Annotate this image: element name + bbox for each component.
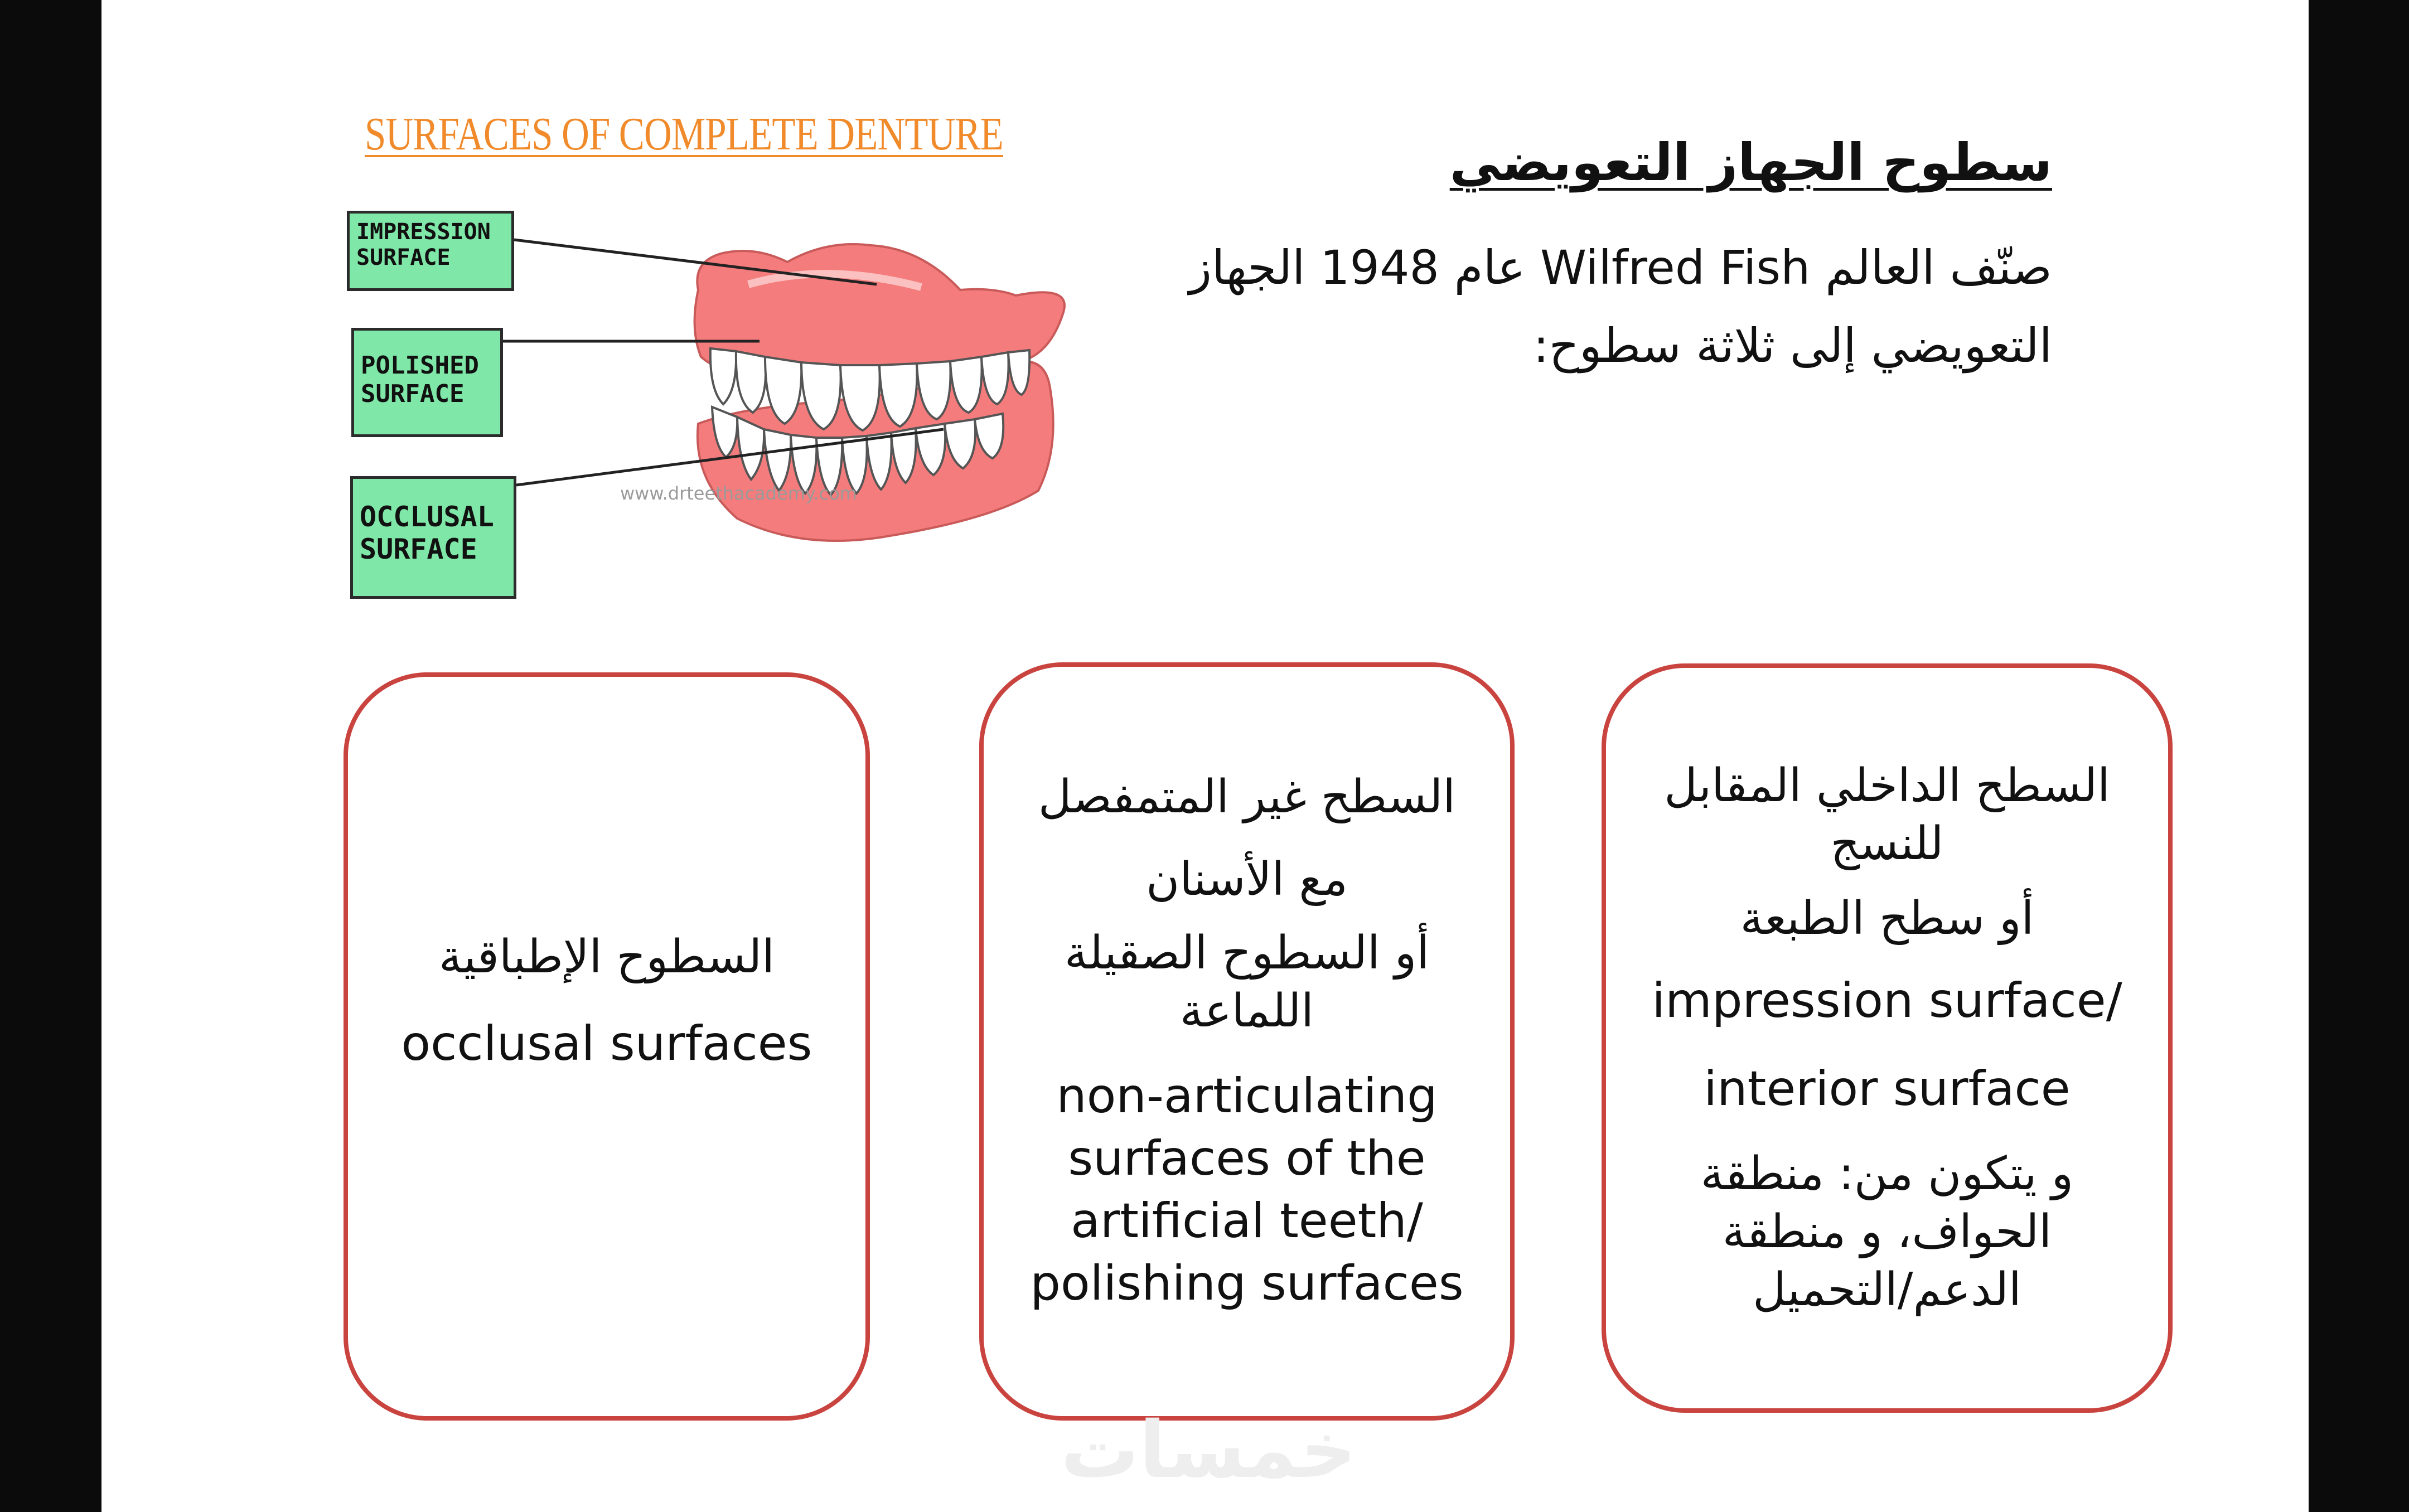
document-page (101, 0, 2309, 1512)
label-line: SURFACE (361, 379, 465, 408)
card-arabic-text: السطوح الإطباقية (439, 931, 775, 983)
denture-illustration (101, 0, 1105, 613)
polished-surfaces-card (979, 662, 1515, 1421)
card-english-text: polishing surfaces (1030, 1256, 1464, 1311)
card-arabic-text: أو سطح الطبعة (1740, 892, 2034, 945)
polished-surface-label (351, 328, 503, 437)
card-english-text: interior surface (1704, 1061, 2071, 1117)
image-credit: www.drteethacademy.com (620, 483, 857, 504)
arabic-intro (1138, 229, 2052, 385)
card-english-text: artificial teeth/ (1071, 1193, 1423, 1249)
label-line: POLISHED (361, 351, 479, 380)
impression-surface-label (347, 211, 514, 291)
label-line: OCCLUSAL (360, 501, 494, 533)
occlusal-surface-label (350, 476, 516, 599)
card-english-text: occlusal surfaces (401, 1016, 812, 1072)
card-english-text: non-articulating (1056, 1068, 1438, 1124)
label-line: SURFACE (356, 245, 451, 270)
card-arabic-text: السطح غير المتمفصل (1038, 770, 1456, 823)
card-arabic-text: السطح الداخلي المقابل (1664, 759, 2110, 812)
card-arabic-text: للنسج (1830, 817, 1944, 870)
card-arabic-text: اللماعة (1179, 985, 1314, 1038)
card-arabic-text: أو السطوح الصقيلة (1064, 927, 1430, 980)
tooth (736, 351, 766, 413)
card-arabic-text: الحواف، و منطقة (1722, 1205, 2052, 1258)
label-line: SURFACE (360, 532, 477, 565)
card-arabic-text: مع الأسنان (1146, 853, 1348, 906)
card-arabic-text: الدعم/التحميل (1753, 1263, 2021, 1316)
watermark: خمسات (1061, 1405, 1357, 1496)
card-arabic-text: و يتكون من: منطقة (1700, 1147, 2074, 1200)
intro-line: التعويضي إلى ثلاثة سطوح: (1533, 318, 2052, 373)
card-english-text: impression surface/ (1652, 973, 2122, 1029)
figure-title: SURFACES OF COMPLETE DENTURE (365, 108, 1003, 160)
label-line: IMPRESSION (356, 219, 491, 245)
impression-surface-card (1602, 663, 2173, 1413)
intro-line: صنّف العالم Wilfred Fish عام 1948 الجهاز (1189, 240, 2052, 295)
occlusal-surfaces-card (344, 672, 870, 1421)
tooth (710, 348, 736, 404)
card-english-text: surfaces of the (1068, 1131, 1426, 1186)
arabic-heading: سطوح الجهاز التعويضي (1449, 133, 2052, 192)
